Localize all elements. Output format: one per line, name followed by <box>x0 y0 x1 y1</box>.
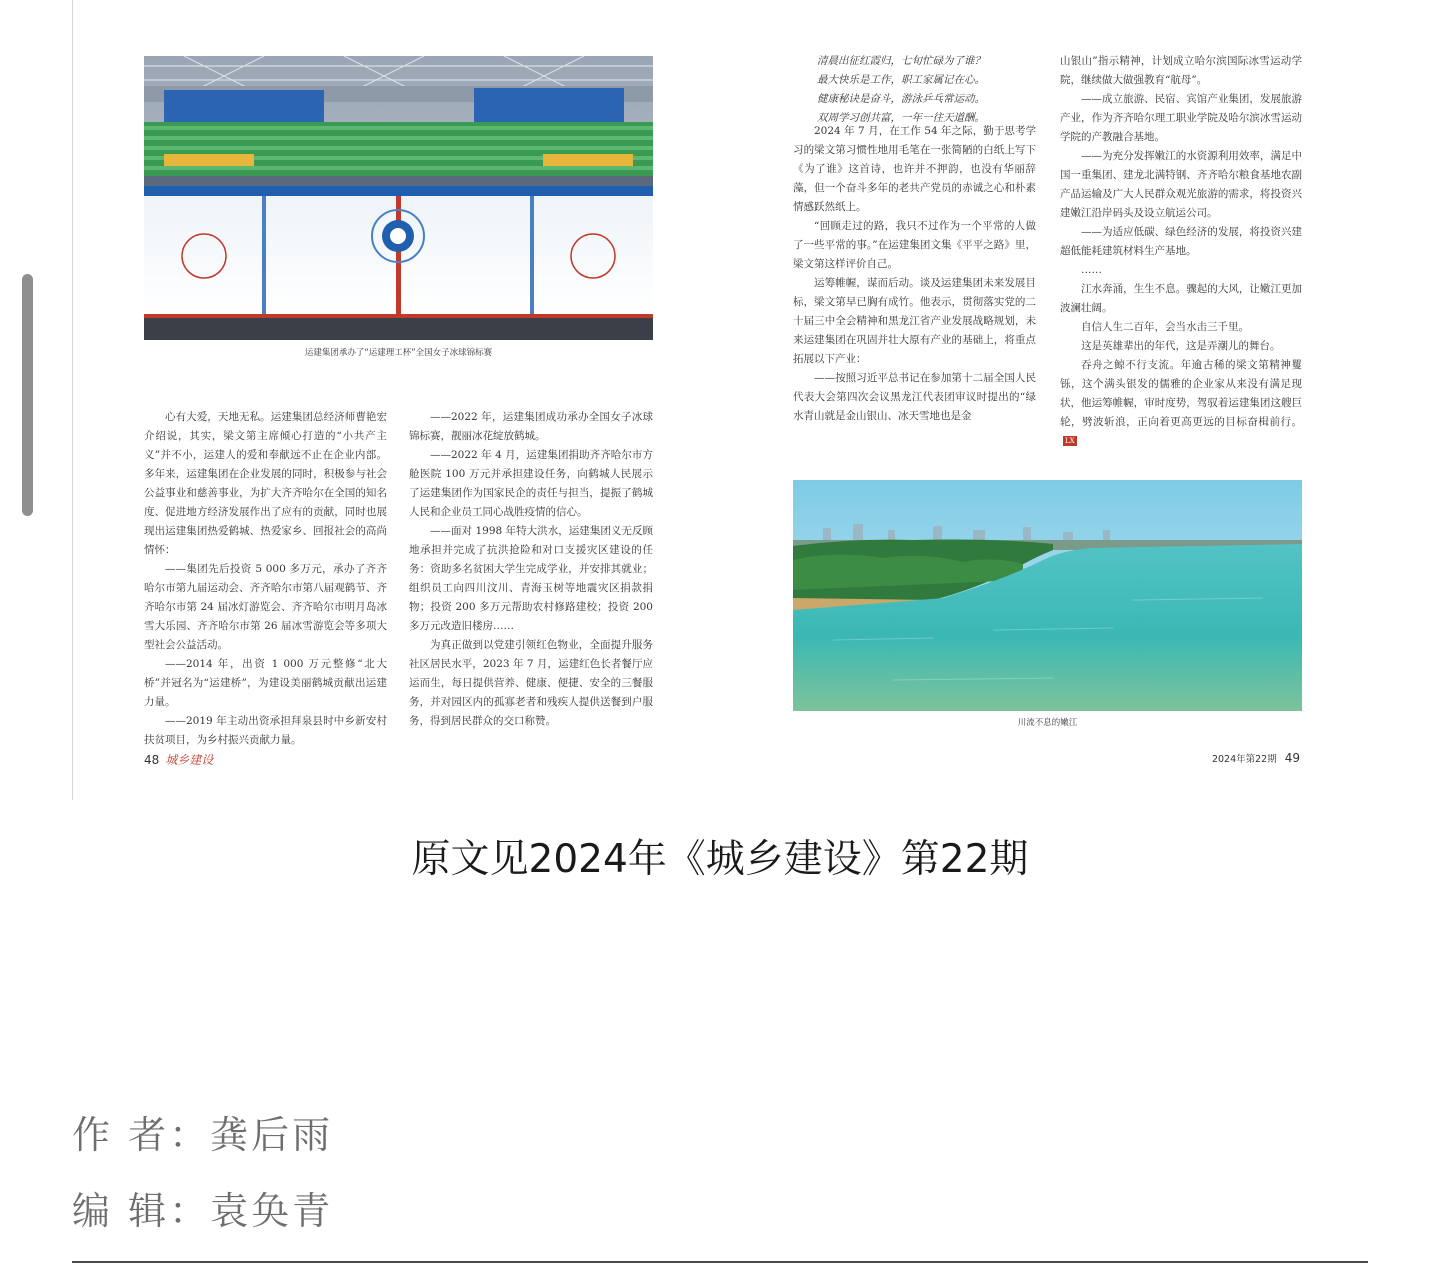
paragraph: 心有大爱，天地无私。运建集团总经济师曹艳宏介绍说，其实，梁文第主席倾心打造的“小共产主义”并不小，运建人的爱和奉献远不止在企业内部。多年来，运建集团在企业发展的同时，积极参与社会公益事业和慈善事业，为扩大齐齐哈尔在全国的知名度、促进地方经济发展作出了应有的贡献，同时也展现出运建集团热爱鹤城、热爱家乡、回报社会的高尚情怀： <box>144 411 387 556</box>
page-number-left: 48 <box>144 753 160 767</box>
poem-line: 最大快乐是工作，职工家属记在心。 <box>817 74 985 86</box>
paragraph: ——为适应低碳、绿色经济的发展，将投资兴建超低能耗建筑材料生产基地。 <box>1060 226 1302 257</box>
paragraph: ——2022 年 4 月，运建集团捐助齐齐哈尔市方舱医院 100 万元并承担建设任务，向鹤城人民展示了运建集团作为国家民企的责任与担当，提振了鹤城人民和企业员工同心战胜疫情的信心。 <box>409 449 653 518</box>
right-page-footer <box>1212 751 1300 765</box>
nen-river-photo <box>793 480 1302 711</box>
paragraph: ——2014 年，出资 1 000 万元整修“北大桥”并冠名为“运建桥”，为建设美丽鹤城贡献出运建力量。 <box>144 658 387 708</box>
left-page-footer <box>144 751 213 768</box>
paragraph-text: 吞舟之鲸不行支流。年逾古稀的梁文第精神矍铄，这个满头银发的儒雅的企业家从来没有满足现状，他运筹帷幄，审时度势，驾驭着运建集团这艘巨轮，劈波斩浪，正向着更高更远的目标奋楫前行。 <box>1060 359 1302 428</box>
paragraph: 这是英雄辈出的年代，这是弄潮儿的舞台。 <box>1081 340 1281 352</box>
paragraph: 2024 年 7 月，在工作 54 年之际，勤于思考学习的梁文第习惯性地用毛笔在一张简陋的白纸上写下《为了谁》这首诗，也许并不押韵，也没有华丽辞藻，但一个奋斗多年的老共产党员的赤诚之心和朴素情感跃然纸上。 <box>793 125 1036 213</box>
paragraph-final <box>1060 356 1302 451</box>
paragraph: 江水奔涌，生生不息。骤起的大风，让嫩江更加波澜壮阔。 <box>1060 283 1302 314</box>
paragraph: 为真正做到以党建引领红色物业，全面提升服务社区居民水平，2023 年 7 月，运建红色长者餐厅应运而生，每日提供营养、健康、便捷、安全的三餐服务，并对园区内的孤寡老者和残疾人提供送餐到户服务，得到居民群众的交口称赞。 <box>409 639 653 727</box>
author-credit: 作 者：龚后雨 <box>72 1113 334 1157</box>
poem-line: 双周学习创共富，一年一往天道酬。 <box>817 112 985 124</box>
text-column-2 <box>409 408 653 738</box>
magazine-spread-image <box>72 0 1368 800</box>
issue-label: 2024年第22期 <box>1211 754 1277 765</box>
paragraph: ——集团先后投资 5 000 多万元，承办了齐齐哈尔市第九届运动会、齐齐哈尔市第八届观鹤节、齐齐哈尔市第 24 届冰灯游览会、齐齐哈尔市明月岛冰雪大乐园、齐齐哈尔市第 26 届冰雪游览会等多项大型社会公益活动。 <box>144 563 387 651</box>
source-note: 原文见2024年《城乡建设》第22期 <box>411 837 1029 882</box>
page-number-right: 49 <box>1284 751 1300 765</box>
ice-rink-illustration <box>144 56 653 340</box>
text-column-3 <box>793 122 1036 444</box>
paragraph: ——2019 年主动出资承担拜泉县时中乡新安村扶贫项目，为乡村振兴贡献力量。 <box>144 715 387 746</box>
river-photo-caption: 川流不息的嫩江 <box>1017 718 1078 728</box>
bottom-divider <box>72 1261 1368 1263</box>
scrollbar-thumb[interactable] <box>22 274 33 516</box>
paragraph: ——为充分发挥嫩江的水资源利用效率，满足中国一重集团、建龙北满特钢、齐齐哈尔粮食基地农副产品运输及广大人民群众观光旅游的需求，将投资兴建嫩江沿岸码头及设立航运公司。 <box>1060 150 1302 219</box>
poem-line: 清晨出征红霞归，七旬忙碌为了谁？ <box>817 55 985 67</box>
paragraph: …… <box>1081 264 1102 276</box>
end-mark-logo: LX <box>1065 437 1075 445</box>
editor-credit: 编 辑：袁奂青 <box>72 1189 334 1233</box>
paragraph: “回顾走过的路，我只不过作为一个平常的人做了一些平常的事。”在运建集团文集《平平之路》里，梁文第这样评价自己。 <box>793 220 1036 270</box>
paragraph: ——2022 年，运建集团成功承办全国女子冰球锦标赛，靓丽冰花绽放鹤城。 <box>409 411 653 442</box>
poem-block <box>817 52 1043 128</box>
paragraph: ——面对 1998 年特大洪水，运建集团义无反顾地承担并完成了抗洪抢险和对口支援灾区建设的任务：资助多名贫困大学生完成学业，并安排其就业；组织员工向四川汶川、青海玉树等地震灾区捐款捐物；投资 200 多万元帮助农村修路建校；投资 200 多万元改造旧楼房…… <box>409 525 653 632</box>
magazine-name-logo: 城乡建设 <box>165 753 214 767</box>
paragraph: ——按照习近平总书记在参加第十二届全国人民代表大会第四次会议黑龙江代表团审议时提出的“绿水青山就是金山银山、冰天雪地也是金 <box>793 372 1036 422</box>
text-column-1 <box>144 408 387 746</box>
river-illustration <box>793 480 1302 711</box>
paragraph: 山银山”指示精神，计划成立哈尔滨国际冰雪运动学院，继续做大做强教育“航母”。 <box>1060 55 1302 86</box>
paragraph: 运筹帷幄，谋而后动。谈及运建集团未来发展目标，梁文第早已胸有成竹。他表示，贯彻落实党的二十届三中全会精神和黑龙江省产业发展战略规划，未来运建集团在巩固并壮大原有产业的基础上，将重点拓展以下产业： <box>793 277 1036 365</box>
paragraph: ——成立旅游、民宿、宾馆产业集团，发展旅游产业，作为齐齐哈尔理工职业学院及哈尔滨冰雪运动学院的产教融合基地。 <box>1060 93 1302 143</box>
poem-line: 健康秘诀是奋斗，游泳乒乓常运动。 <box>817 93 985 105</box>
paragraph: 自信人生二百年，会当水击三千里。 <box>1081 321 1249 333</box>
rink-photo-caption: 运建集团承办了“运建理工杯”全国女子冰球锦标赛 <box>304 348 493 358</box>
text-column-4 <box>1060 52 1302 445</box>
ice-rink-photo <box>144 56 653 340</box>
